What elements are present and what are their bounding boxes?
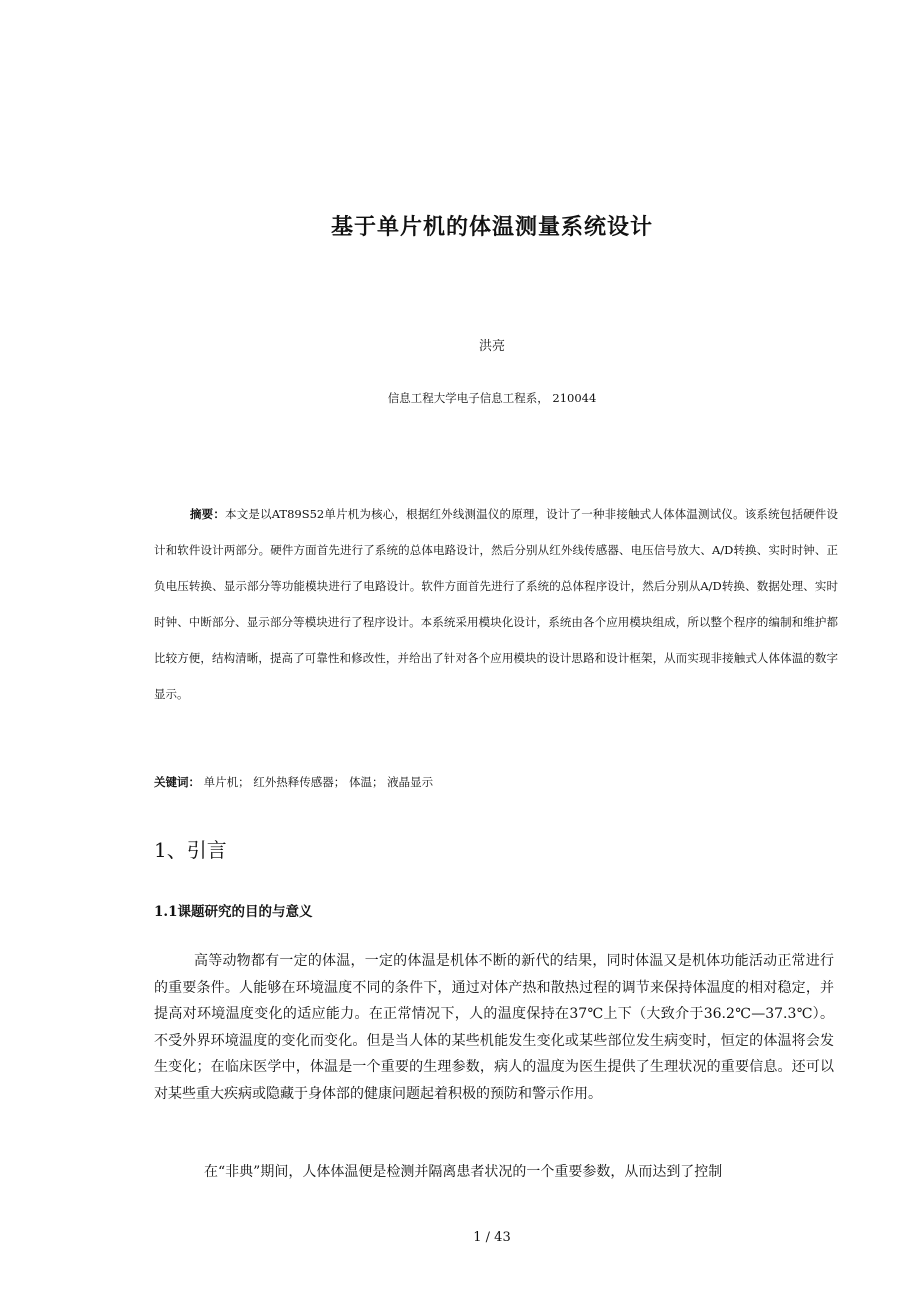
abstract-text: 本文是以AT89S52单片机为核心，根据红外线测温仪的原理，设计了一种非接触式人体体温测试仪。该系统包括硬件设计和软件设计两部分。硬件方面首先进行了系统的总体电路设计，然后分别从红外线传感器、电压信号放大、A/D转换、实时时钟、正负电压转换、显示部分等功能模块进行了电路设计。软件方面首先进行了系统的总体程序设计，然后分别从A/D转换、数据处理、实时时钟、中断部分、显示部分等模块进行了程序设计。本系统采用模块化设计，系统由各个应用模块组成，所以整个程序的编制和维护都比较方便，结构清晰，提高了可靠性和修改性，并给出了针对各个应用模块的设计思路和设计框架，从而实现非接触式人体体温的数字显示。 — [154, 507, 838, 701]
section-heading-introduction: 1、引言 — [154, 838, 227, 862]
subsection-heading-purpose: 1.1课题研究的目的与意义 — [154, 904, 313, 920]
author-affiliation: 信息工程大学电子信息工程系， 210044 — [387, 391, 597, 405]
paper-title: 基于单片机的体温测量系统设计 — [330, 214, 653, 240]
keywords-label: 关键词： — [154, 775, 200, 789]
author-name: 洪亮 — [478, 339, 505, 354]
abstract-label: 摘要： — [190, 507, 226, 521]
page-number: 1 / 43 — [473, 1230, 511, 1245]
abstract — [154, 496, 838, 712]
keywords — [154, 774, 838, 790]
body-paragraph-1: 高等动物都有一定的体温，一定的体温是机体不断的新代的结果，同时体温又是机体功能活动正常进行的重要条件。人能够在环境温度不同的条件下，通过对体产热和散热过程的调节来保持体温度的相对稳定，并提高对环境温度变化的适应能力。在正常情况下，人的温度保持在37℃上下（大致介于36.2℃—37.3℃）。不受外界环境温度的变化而变化。但是当人体的某些机能发生变化或某些部位发生病变时，恒定的体温将会发生变化；在临床医学中，体温是一个重要的生理参数，病人的温度为医生提供了生理状况的重要信息。还可以对某些重大疾病或隐藏于身体部的健康问题起着积极的预防和警示作用。 — [154, 953, 834, 1102]
body-paragraph-2: 在“非典”期间，人体体温便是检测并隔离患者状况的一个重要参数，从而达到了控制 — [204, 1164, 723, 1180]
keywords-text: 单片机； 红外热释传感器； 体温； 液晶显示 — [200, 775, 434, 789]
